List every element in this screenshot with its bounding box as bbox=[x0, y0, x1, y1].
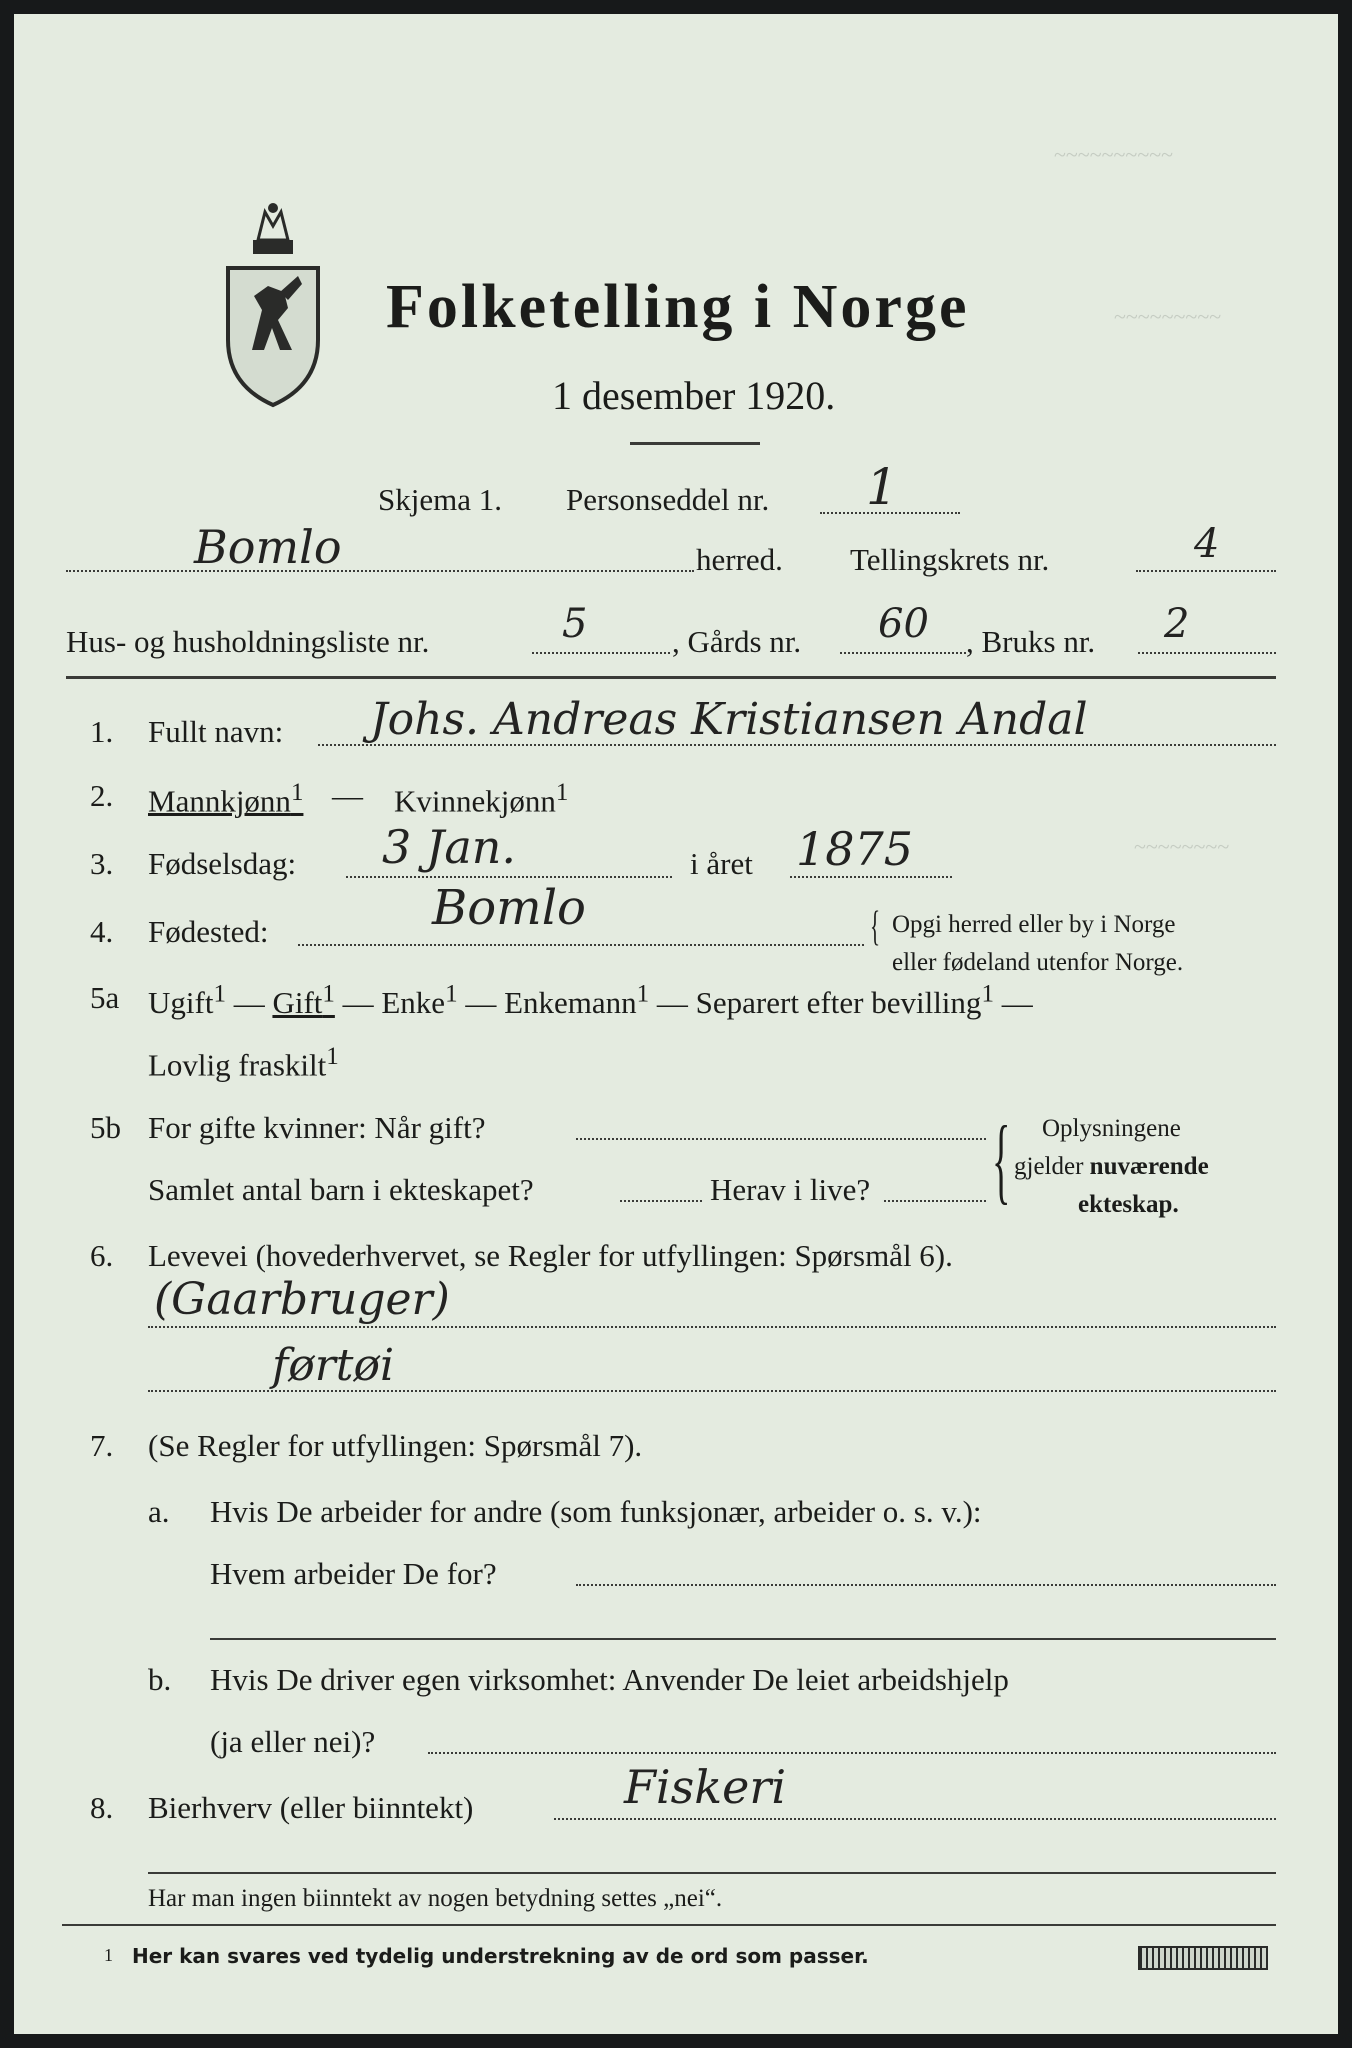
q7a-label-1: Hvis De arbeider for andre (som funksjonær, arbeider o. s. v.): bbox=[210, 1494, 982, 1529]
q4-number: 4. bbox=[90, 914, 114, 949]
q2-number: 2. bbox=[90, 778, 114, 813]
q7b-letter: b. bbox=[148, 1662, 172, 1697]
female-label: Kvinnekjønn bbox=[394, 783, 556, 819]
children-alive-label: Herav i live? bbox=[710, 1172, 871, 1207]
q7b-label-2: (ja eller nei)? bbox=[210, 1724, 376, 1759]
bleed-through-text: ~~~~~~~~ bbox=[1134, 834, 1230, 859]
q1-number: 1. bbox=[90, 714, 114, 749]
birthday-field[interactable] bbox=[346, 876, 672, 878]
birthplace-note-1: Opgi herred eller by i Norge bbox=[892, 911, 1176, 938]
bruks-field[interactable] bbox=[1138, 652, 1276, 654]
norway-coat-of-arms-icon bbox=[218, 200, 328, 410]
unmarried-option[interactable] bbox=[148, 981, 226, 1021]
q5a-number: 5a bbox=[90, 980, 120, 1015]
year-label: i året bbox=[690, 846, 753, 881]
widow-option[interactable] bbox=[381, 981, 458, 1021]
q7-label: (Se Regler for utfyllingen: Spørsmål 7). bbox=[148, 1428, 643, 1463]
birthplace-value: Bomlo bbox=[432, 880, 586, 936]
printer-stamp bbox=[1138, 1946, 1268, 1970]
footnote-mark: 1 bbox=[445, 981, 458, 1008]
tellingskrets-field[interactable] bbox=[1136, 570, 1276, 572]
side-income-value: Fiskeri bbox=[624, 1760, 787, 1814]
tellingskrets-label: Tellingskrets nr. bbox=[850, 542, 1050, 577]
gards-field[interactable] bbox=[840, 652, 966, 654]
birthday-value: 3 Jan. bbox=[382, 820, 517, 874]
herred-field[interactable] bbox=[66, 570, 694, 572]
footnote-number: 1 bbox=[104, 1945, 113, 1965]
widow-label: Enke bbox=[381, 985, 446, 1021]
marriage-note-1: Oplysningene bbox=[1042, 1115, 1181, 1142]
married-option[interactable] bbox=[272, 981, 335, 1021]
q8-number: 8. bbox=[90, 1790, 114, 1825]
q7b-label-1: Hvis De driver egen virksomhet: Anvender De leiet arbeidshjelp bbox=[210, 1662, 1009, 1697]
occupation-value-1: (Gaarbruger) bbox=[154, 1274, 450, 1325]
birth-year-field[interactable] bbox=[790, 876, 952, 878]
married-when-field[interactable] bbox=[576, 1138, 986, 1140]
footnote-divider bbox=[62, 1924, 1276, 1926]
q7a-label-2: Hvem arbeider De for? bbox=[210, 1556, 497, 1591]
tellingskrets-value: 4 bbox=[1194, 521, 1220, 567]
bruks-label: , Bruks nr. bbox=[966, 624, 1096, 659]
marriage-note-2: gjelder nuværende bbox=[1014, 1153, 1209, 1180]
divorced-label: Lovlig fraskilt bbox=[148, 1047, 327, 1083]
footnote-mark: 1 bbox=[213, 981, 226, 1008]
unmarried-label: Ugift bbox=[148, 985, 214, 1021]
census-date: 1 desember 1920. bbox=[552, 373, 836, 418]
herred-value: Bomlo bbox=[194, 520, 342, 574]
marriage-note-3: ekteskap. bbox=[1078, 1191, 1179, 1218]
full-name-value: Johs. Andreas Kristiansen Andal bbox=[370, 694, 1088, 745]
q4-label: Fødested: bbox=[148, 914, 269, 949]
bleed-through-text: ~~~~~~~~~ bbox=[1114, 304, 1222, 329]
section-divider bbox=[66, 676, 1276, 679]
hired-help-field[interactable] bbox=[428, 1752, 1276, 1754]
footnote-mark: 1 bbox=[326, 1043, 339, 1070]
side-income-field-extra[interactable] bbox=[148, 1872, 1276, 1874]
q3-number: 3. bbox=[90, 846, 114, 881]
separated-label: Separert efter bevilling bbox=[695, 985, 982, 1021]
q5b-number: 5b bbox=[90, 1110, 121, 1145]
male-label: Mannkjønn bbox=[148, 783, 291, 819]
side-income-note: Har man ingen biinntekt av nogen betydning settes „nei“. bbox=[148, 1885, 723, 1912]
widower-option[interactable] bbox=[504, 981, 650, 1021]
personseddel-value: 1 bbox=[866, 458, 898, 516]
children-count-field[interactable] bbox=[620, 1200, 702, 1202]
bruks-value: 2 bbox=[1164, 601, 1190, 647]
separated-option[interactable] bbox=[695, 981, 994, 1021]
married-when-label: For gifte kvinner: Når gift? bbox=[148, 1110, 486, 1145]
skjema-label: Skjema 1. bbox=[378, 482, 502, 517]
brace: { bbox=[870, 904, 881, 950]
occupation-field-1[interactable] bbox=[148, 1326, 1276, 1328]
male-option[interactable] bbox=[148, 779, 304, 819]
hus-field[interactable] bbox=[532, 652, 670, 654]
q7a-letter: a. bbox=[148, 1494, 170, 1529]
birth-year-value: 1875 bbox=[796, 822, 914, 876]
widower-label: Enkemann bbox=[504, 985, 637, 1021]
hus-value: 5 bbox=[562, 601, 588, 647]
children-count-label: Samlet antal barn i ekteskapet? bbox=[148, 1172, 534, 1207]
q6-number: 6. bbox=[90, 1238, 114, 1273]
footnote-mark: 1 bbox=[290, 779, 304, 806]
birthplace-note-2: eller fødeland utenfor Norge. bbox=[892, 949, 1184, 976]
footnote-mark: 1 bbox=[981, 981, 994, 1008]
employer-field[interactable] bbox=[576, 1584, 1276, 1586]
married-label: Gift bbox=[272, 985, 323, 1021]
q8-label: Bierhverv (eller biinntekt) bbox=[148, 1790, 474, 1825]
herred-label: herred. bbox=[696, 542, 783, 577]
birthplace-field[interactable] bbox=[298, 944, 864, 946]
employer-field-extra[interactable] bbox=[210, 1638, 1276, 1640]
footnote-text: Her kan svares ved tydelig understrekning av de ord som passer. bbox=[132, 1944, 869, 1968]
footnote-mark: 1 bbox=[322, 981, 335, 1008]
q1-label: Fullt navn: bbox=[148, 714, 284, 749]
gender-separator: — bbox=[332, 778, 363, 813]
side-income-field[interactable] bbox=[554, 1818, 1276, 1820]
marital-options: Ugift$^1$ — Gift$^1$ — Enke$^1$ — Enkemann$^1$ — Separert efter bevilling$^1$ — bbox=[148, 981, 1033, 1021]
female-option[interactable] bbox=[394, 779, 569, 819]
q6-label: Levevei (hovederhvervet, se Regler for utfyllingen: Spørsmål 6). bbox=[148, 1238, 953, 1273]
q3-label: Fødselsdag: bbox=[148, 846, 297, 881]
occupation-value-2: førtøi bbox=[272, 1340, 395, 1391]
bleed-through-text: ~~~~~~~~~~ bbox=[1054, 142, 1174, 167]
footnote-mark: 1 bbox=[555, 779, 569, 806]
gards-label: , Gårds nr. bbox=[672, 624, 802, 659]
form-title: Folketelling i Norge bbox=[386, 273, 970, 341]
q7-number: 7. bbox=[90, 1428, 114, 1463]
footnote-mark: 1 bbox=[636, 981, 650, 1008]
gards-value: 60 bbox=[878, 601, 929, 647]
divorced-option[interactable] bbox=[148, 1043, 339, 1083]
children-alive-field[interactable] bbox=[884, 1200, 986, 1202]
title-rule bbox=[630, 442, 760, 445]
census-form-sheet bbox=[14, 14, 1338, 2034]
brace: { bbox=[992, 1106, 1011, 1213]
hus-label: Hus- og husholdningsliste nr. bbox=[66, 624, 430, 659]
personseddel-label: Personseddel nr. bbox=[566, 482, 770, 517]
